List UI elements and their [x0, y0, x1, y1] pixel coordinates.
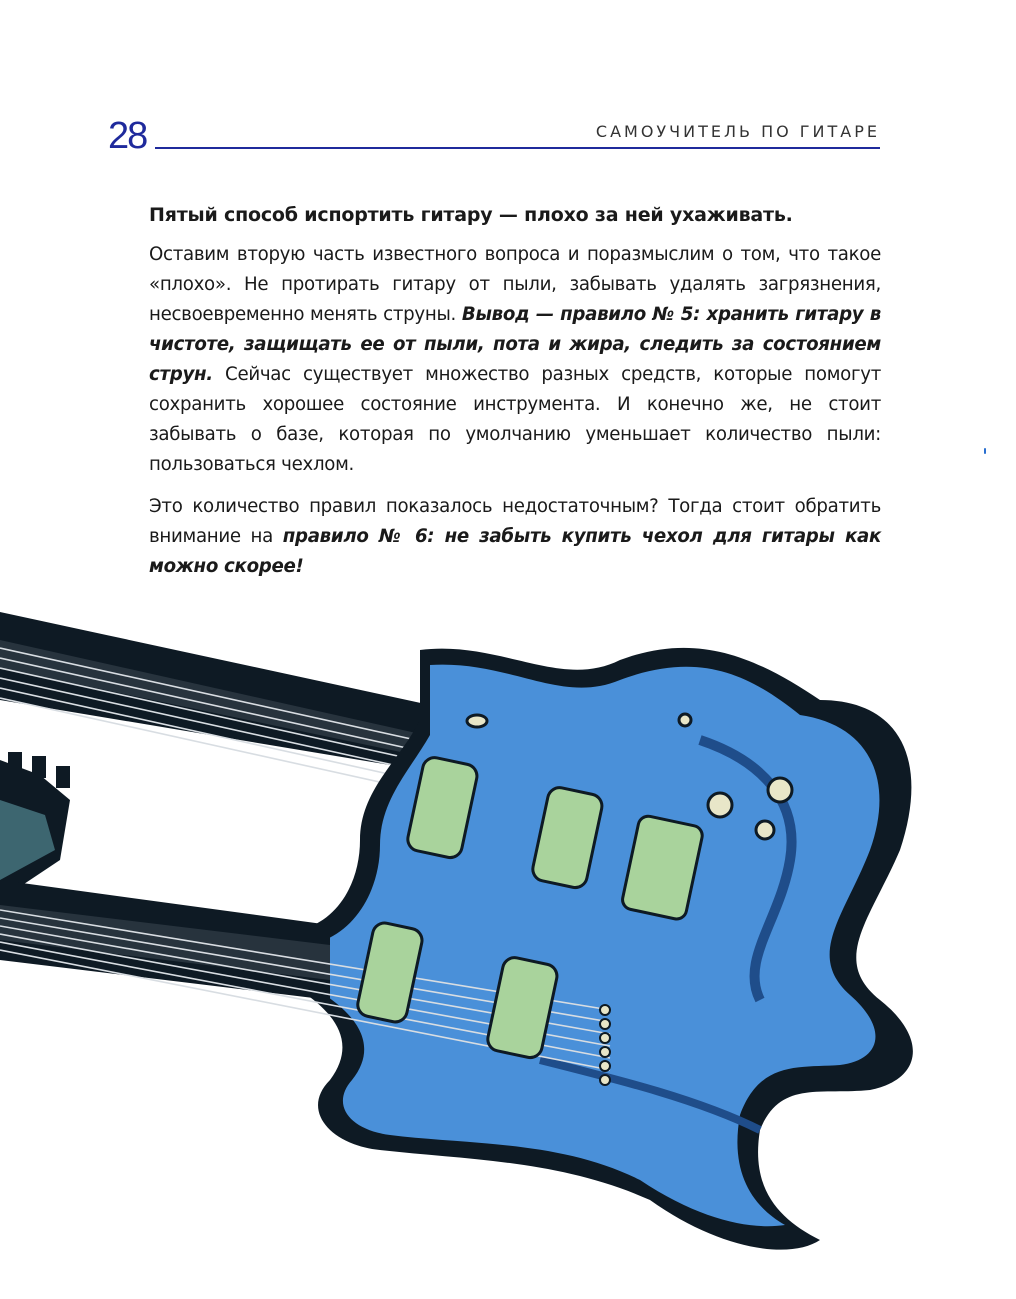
margin-mark [984, 448, 986, 454]
paragraph-2 [149, 492, 881, 582]
main-text [149, 204, 881, 594]
header-rule [155, 147, 880, 149]
page-number: 28 [108, 115, 147, 157]
section-heading: Пятый способ испортить гитару — плохо за ней ухаживать. [149, 204, 793, 226]
rule-6: правило № 6: не забыть купить чехол для гитары как можно скорее! [149, 526, 882, 577]
p1-text-a: Оставим вторую часть известного вопроса и поразмыслим о том, что такое «плохо». Не протирать гитару от пыли, забывать удалять загрязнения, несвоевременно менять струны. [149, 244, 881, 325]
headstock [0, 752, 70, 900]
p2-text-a: Это количество правил показалось недостаточным? Тогда стоит обратить внимание на [149, 496, 881, 547]
double-neck-guitar-icon [0, 590, 1016, 1299]
running-title: САМОУЧИТЕЛЬ ПО ГИТАРЕ [595, 122, 880, 141]
p1-text-b: Сейчас существует множество разных средств, которые помогут сохранить хорошее состояние инструмента. И конечно же, не стоит забывать о базе, которая по умолчанию уменьшает количество пыли: пользоваться чехлом. [149, 364, 881, 475]
rule-5: Вывод — правило № 5: хранить гитару в чистоте, защищать ее от пыли, пота и жира, следить за состоянием струн. [149, 304, 881, 385]
paragraph-1 [149, 240, 881, 480]
